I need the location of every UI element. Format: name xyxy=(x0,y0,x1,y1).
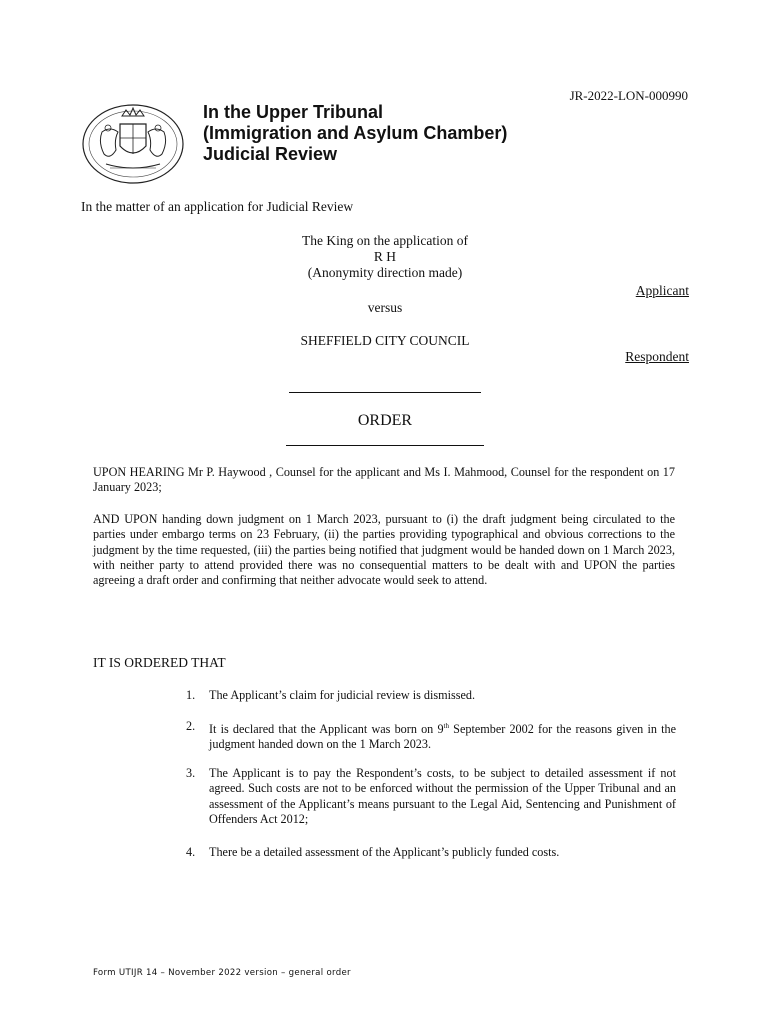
preamble-handing-down: AND UPON handing down judgment on 1 March 2023, pursuant to (i) the draft judgment being circulated to the parties under embargo terms on 23 February, (ii) the parties providing typographical and obvious corrections to the judgment by the time requested, (iii) the parties being notified that judgment would be handed down on 1 March 2023, with neither party to attend provided there was no consequential matters to be dealt with and UPON the parties agreeing a draft order and confirming that neither advocate would seek to attend. xyxy=(93,512,675,588)
preamble-hearing: UPON HEARING Mr P. Haywood , Counsel for the applicant and Ms I. Mahmood, Counsel for the respondent on 17 January 2023; xyxy=(93,465,675,495)
order-text-post: September 2002 for the reasons given in the judgment handed down on the 1 March 2023. xyxy=(209,722,676,752)
matter-line: In the matter of an application for Judicial Review xyxy=(81,199,354,214)
tribunal-heading xyxy=(203,102,507,165)
divider-bottom xyxy=(286,445,484,446)
list-item xyxy=(186,845,676,860)
tribunal-line: In the Upper Tribunal xyxy=(203,102,384,122)
order-number: 3. xyxy=(186,766,196,780)
order-text-pre: It is declared that the Applicant was born on 9 xyxy=(209,722,444,737)
list-item xyxy=(186,688,676,703)
applicant-label: Applicant xyxy=(635,283,689,298)
applicant-initials: R H xyxy=(373,249,397,264)
list-item xyxy=(186,766,676,827)
tribunal-line: (Immigration and Asylum Chamber) xyxy=(203,123,508,143)
case-reference: JR-2022-LON-000990 xyxy=(569,88,688,103)
order-text: The Applicant is to pay the Respondent’s costs, to be subject to detailed assessment if not agreed. Such costs are not to be enforced without the permission of the Upper Tribunal and an assessment of the Applicant’s means pursuant to the Legal Aid, Sentencing and Punishment of Offenders Act 2012; xyxy=(209,766,676,826)
list-item xyxy=(186,719,676,753)
order-text: The Applicant’s claim for judicial review is dismissed. xyxy=(209,688,476,702)
divider-top xyxy=(289,392,481,393)
respondent-label: Respondent xyxy=(625,349,689,364)
tribunal-line: Judicial Review xyxy=(203,144,338,164)
respondent-name: SHEFFIELD CITY COUNCIL xyxy=(300,333,470,348)
royal-crest-icon xyxy=(80,102,186,186)
applicant-block xyxy=(0,233,770,281)
versus-text: versus xyxy=(367,300,403,315)
order-text: There be a detailed assessment of the Applicant’s publicly funded costs. xyxy=(209,845,560,859)
order-number: 4. xyxy=(186,845,196,859)
order-text-sup: th xyxy=(443,722,449,730)
form-footer: Form UTIJR 14 – November 2022 version – general order xyxy=(93,968,351,978)
ordered-heading: IT IS ORDERED THAT xyxy=(93,655,226,670)
anonymity-note: (Anonymity direction made) xyxy=(307,265,463,280)
order-number: 1. xyxy=(186,688,196,702)
order-number: 2. xyxy=(186,719,196,733)
order-title: ORDER xyxy=(357,412,413,429)
applicant-line: The King on the application of xyxy=(301,233,469,248)
